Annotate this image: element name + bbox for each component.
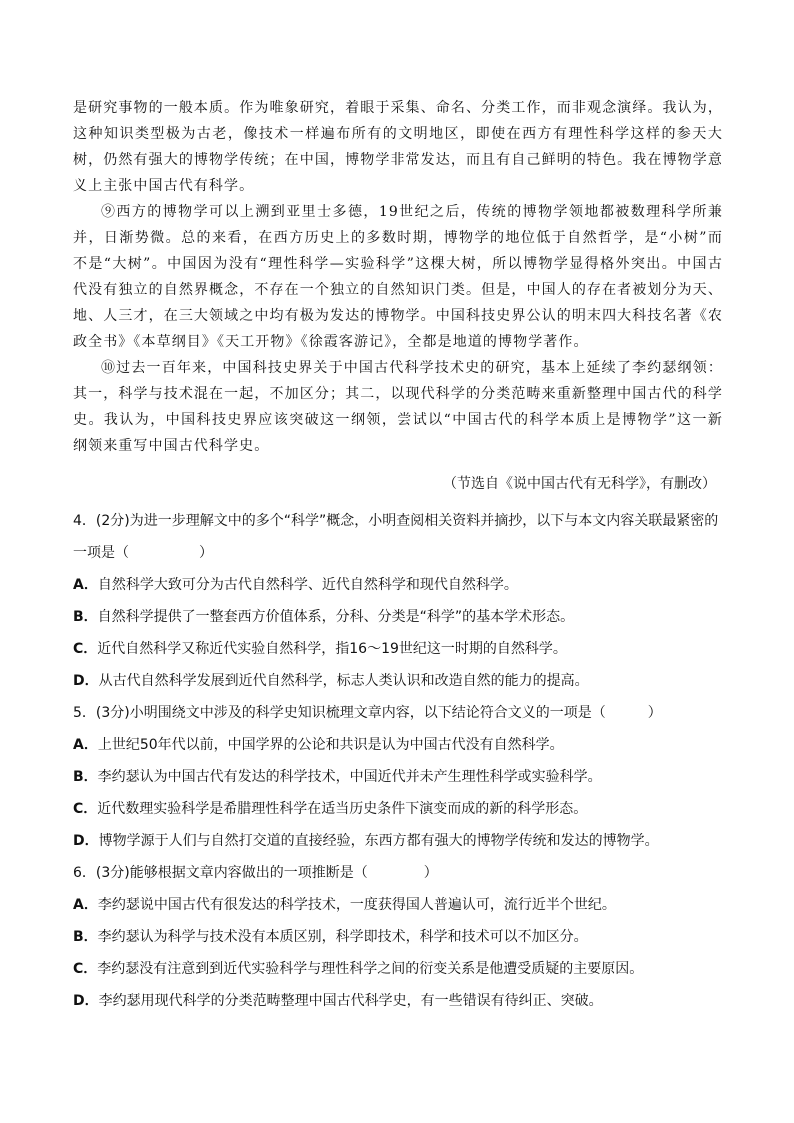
option-c[interactable] <box>73 953 725 985</box>
option-b[interactable] <box>73 921 725 953</box>
option-letter: A． <box>73 897 98 913</box>
option-d[interactable] <box>73 985 725 1017</box>
option-b[interactable] <box>73 761 725 793</box>
passage-paragraph: ⑩过去一百年来，中国科技史界关于中国古代科学技术史的研究，基本上延续了李约瑟纲领：其一，科学与技术混在一起，不加区分；其二，以现代科学的分类范畴来重新整理中国古代的科学史。我认为，中国科技史界应该突破这一纲领，尝试以“中国古代的科学本质上是博物学”这一新纲领来重写中国古代科学史。 <box>73 360 723 454</box>
option-text: 近代数理实验科学是希腊理性科学在适当历史条件下演变而成的新的科学形态。 <box>97 801 588 817</box>
option-text: 自然科学大致可分为古代自然科学、近代自然科学和现代自然科学。 <box>97 577 518 593</box>
question-5 <box>73 697 725 857</box>
question-list <box>73 505 725 1017</box>
option-text: 博物学源于人们与自然打交道的直接经验，东西方都有强大的博物学传统和发达的博物学。 <box>98 833 659 849</box>
question-stem: 4．(2分)为进一步理解文中的多个“科学”概念，小明查阅相关资料并摘抄，以下与本文内容关联最紧密的一项是（ ） <box>73 513 719 561</box>
option-letter: C． <box>73 961 98 977</box>
option-text: 李约瑟用现代科学的分类范畴整理中国古代科学史，有一些错误有待纠正、突破。 <box>98 993 603 1009</box>
option-letter: B． <box>73 769 98 785</box>
question-stem: 5．(3分)小明围绕文中涉及的科学史知识梳理文章内容，以下结论符合文义的一项是（ ） <box>73 705 662 721</box>
option-text: 近代自然科学又称近代实验自然科学，指16～19世纪这一时期的自然科学。 <box>97 641 567 657</box>
option-text: 李约瑟说中国古代有很发达的科学技术，一度获得国人普遍认可，流行近半个世纪。 <box>97 897 616 913</box>
option-a[interactable] <box>73 569 725 601</box>
option-text: 李约瑟认为科学与技术没有本质区别，科学即技术，科学和技术可以不加区分。 <box>97 929 588 945</box>
option-letter: B． <box>73 609 98 625</box>
option-letter: A． <box>73 737 98 753</box>
option-a[interactable] <box>73 729 725 761</box>
option-c[interactable] <box>73 633 725 665</box>
passage-paragraph: ⑨西方的博物学可以上溯到亚里士多德，19世纪之后，传统的博物学领地都被数理科学所兼并，日渐势微。总的来看，在西方历史上的多数时期，博物学的地位低于自然哲学，是“小树”而不是“大树”。中国因为没有“理性科学—实验科学”这棵大树，所以博物学显得格外突出。中国古代没有独立的自然界概念，不存在一个独立的自然知识门类。但是，中国人的存在者被划分为天、地、人三才，在三大领域之中均有极为发达的博物学。中国科技史界公认的明末四大科技名著《农政全书》《本草纲目》《天工开物》《徐霞客游记》，全都是地道的博物学著作。 <box>73 204 723 350</box>
reading-passage <box>73 95 723 459</box>
option-letter: D． <box>73 993 99 1009</box>
option-b[interactable] <box>73 601 725 633</box>
question-4 <box>73 505 725 697</box>
question-stem: 6．(3分)能够根据文章内容做出的一项推断是（ ） <box>73 865 438 881</box>
option-letter: D． <box>73 833 99 849</box>
option-text: 从古代自然科学发展到近代自然科学，标志人类认识和改造自然的能力的提高。 <box>98 673 589 689</box>
option-c[interactable] <box>73 793 725 825</box>
option-letter: D． <box>73 673 99 689</box>
question-6 <box>73 857 725 1017</box>
option-text: 李约瑟没有注意到到近代实验科学与理性科学之间的衍变关系是他遭受质疑的主要原因。 <box>97 961 644 977</box>
option-d[interactable] <box>73 825 725 857</box>
option-letter: B． <box>73 929 98 945</box>
option-d[interactable] <box>73 665 725 697</box>
option-letter: C． <box>73 641 98 657</box>
option-text: 自然科学提供了一整套西方价值体系，分科、分类是“科学”的基本学术形态。 <box>97 609 575 625</box>
option-text: 上世纪50年代以前，中国学界的公论和共识是认为中国古代没有自然科学。 <box>97 737 564 753</box>
option-a[interactable] <box>73 889 725 921</box>
passage-source: （节选自《说中国古代有无科学》，有删改） <box>443 476 716 492</box>
option-letter: A． <box>73 577 98 593</box>
option-text: 李约瑟认为中国古代有发达的科学技术，中国近代并未产生理性科学或实验科学。 <box>97 769 602 785</box>
option-letter: C． <box>73 801 98 817</box>
passage-paragraph: 是研究事物的一般本质。作为唯象研究，着眼于采集、命名、分类工作，而非观念演绎。我认为，这种知识类型极为古老，像技术一样遍布所有的文明地区，即使在西方有理性科学这样的参天大树，仍然有强大的博物学传统；在中国，博物学非常发达，而且有自己鲜明的特色。我在博物学意义上主张中国古代有科学。 <box>73 100 723 194</box>
